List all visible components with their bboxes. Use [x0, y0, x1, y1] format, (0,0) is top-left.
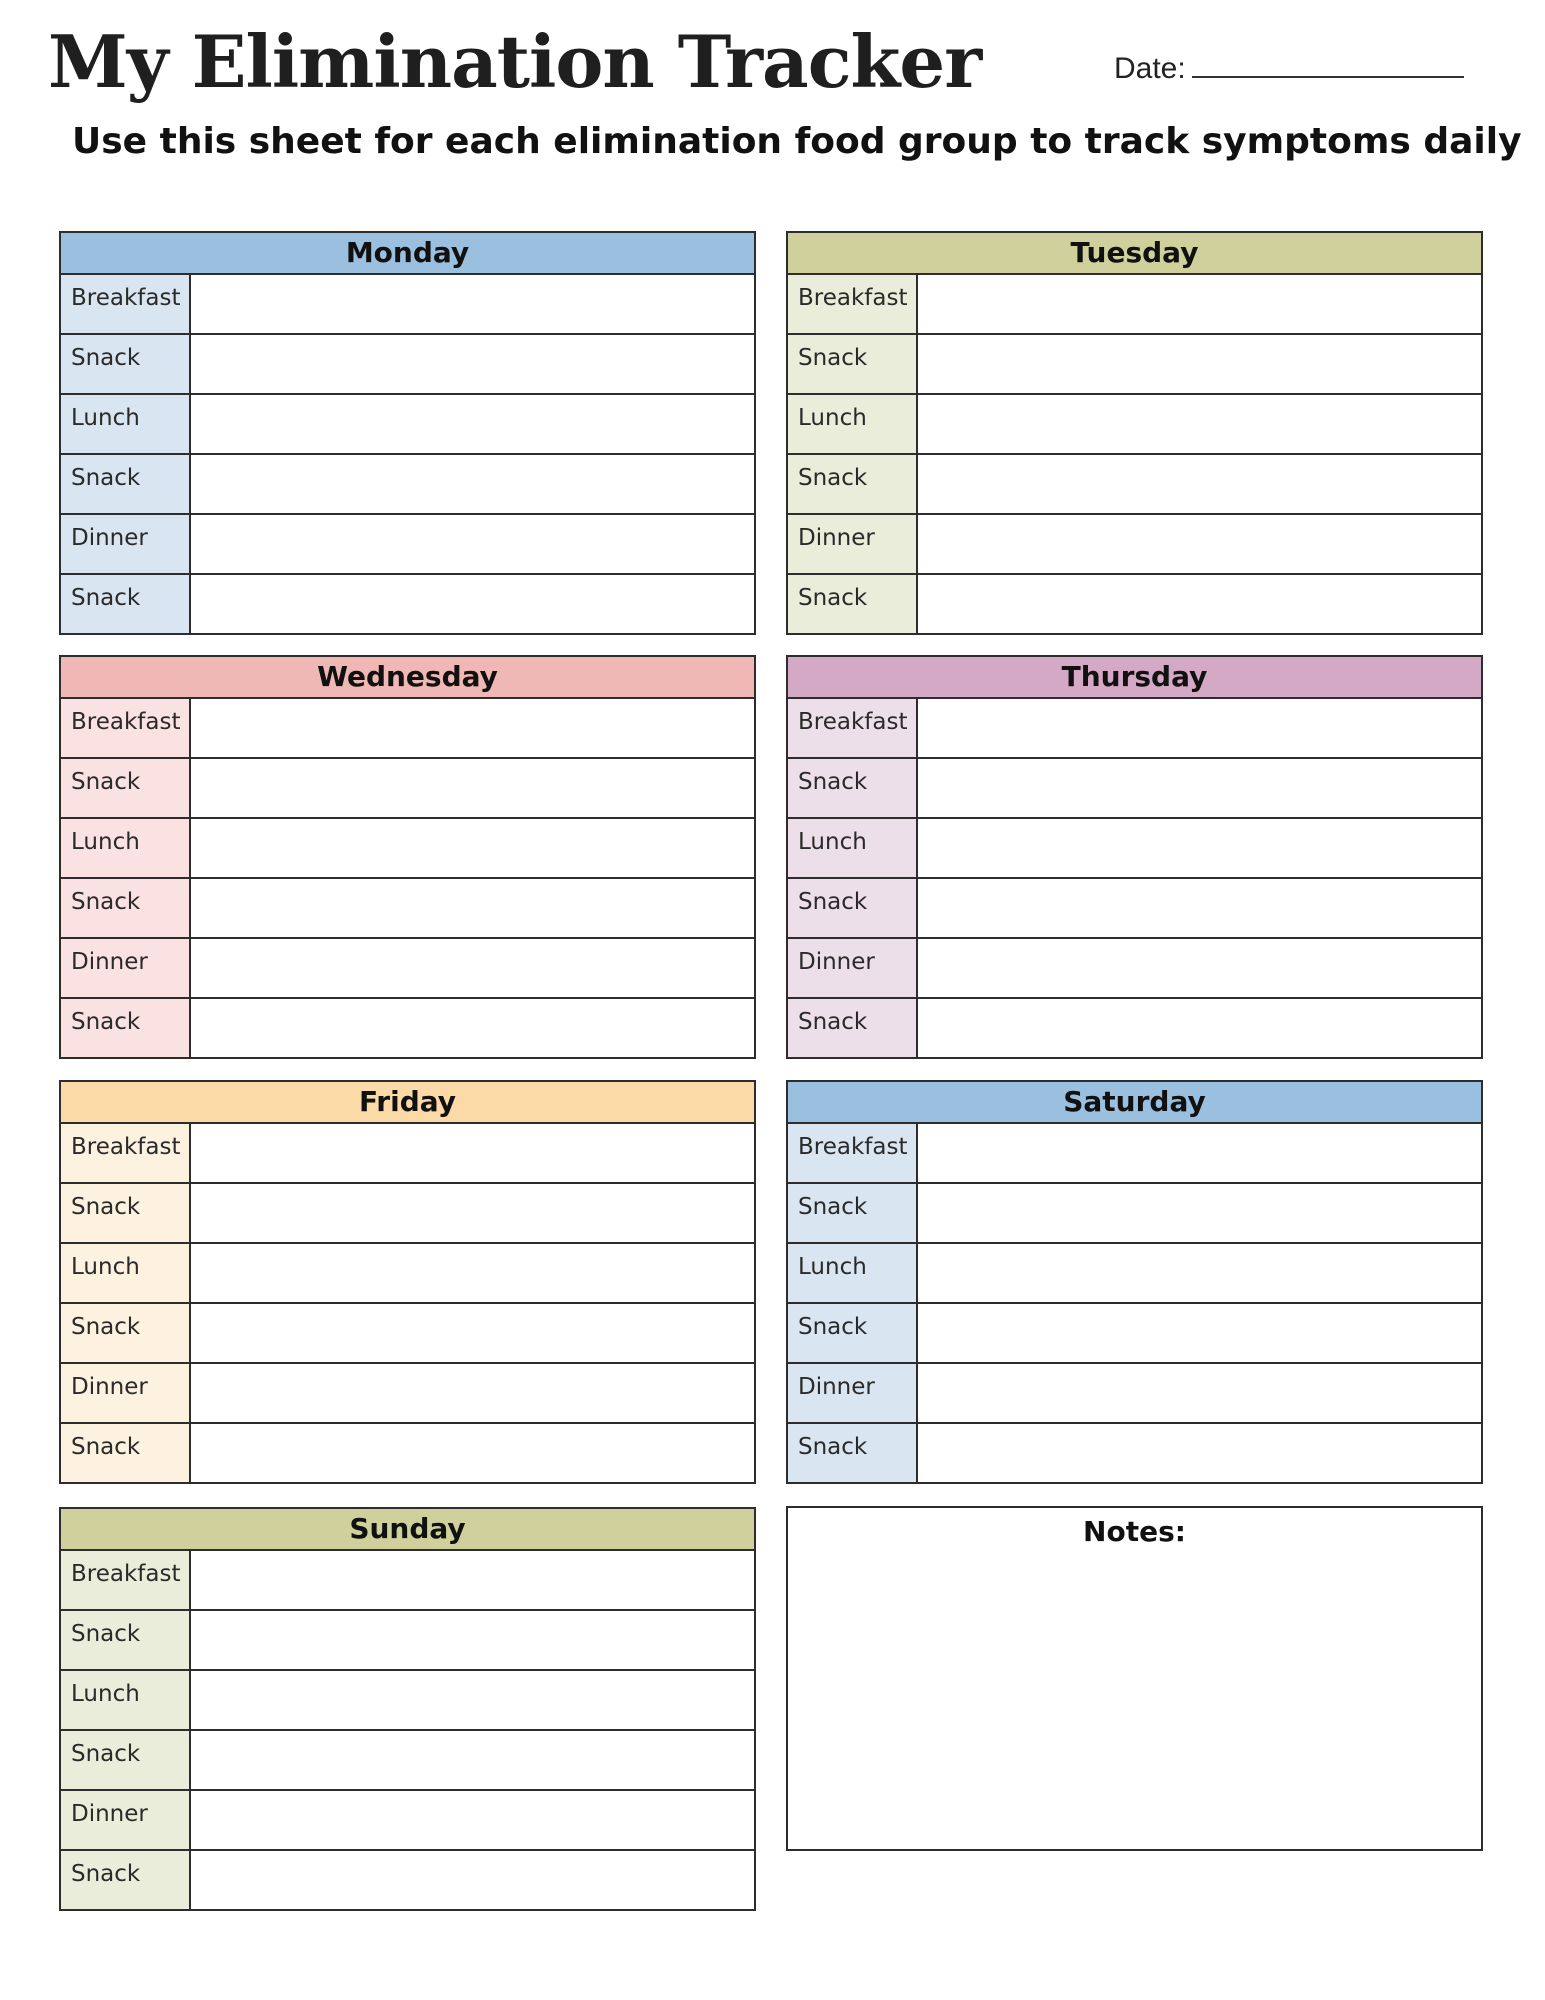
day-card-sunday [59, 1507, 756, 1911]
meal-entry-field[interactable] [918, 1424, 1481, 1482]
meal-label: Snack [788, 335, 918, 393]
meal-label: Snack [61, 1851, 191, 1909]
meal-entry-field[interactable] [191, 275, 754, 333]
meal-row [61, 939, 754, 999]
day-header-friday: Friday [61, 1082, 754, 1124]
meal-label: Breakfast [61, 1124, 191, 1182]
meal-entry-field[interactable] [918, 1184, 1481, 1242]
meal-row [61, 999, 754, 1057]
meal-row [61, 455, 754, 515]
day-header-tuesday: Tuesday [788, 233, 1481, 275]
meal-row [788, 999, 1481, 1057]
meal-entry-field[interactable] [191, 1364, 754, 1422]
meal-entry-field[interactable] [191, 819, 754, 877]
meal-entry-field[interactable] [918, 275, 1481, 333]
meal-entry-field[interactable] [191, 515, 754, 573]
meal-entry-field[interactable] [191, 1244, 754, 1302]
meal-entry-field[interactable] [918, 515, 1481, 573]
notes-entry-area[interactable] [788, 1558, 1481, 1849]
meal-row [61, 1364, 754, 1424]
meal-entry-field[interactable] [191, 335, 754, 393]
meal-label: Lunch [788, 1244, 918, 1302]
meal-row [61, 395, 754, 455]
meal-row [788, 699, 1481, 759]
meal-label: Dinner [61, 1791, 191, 1849]
meal-label: Dinner [61, 1364, 191, 1422]
meal-entry-field[interactable] [191, 395, 754, 453]
meal-entry-field[interactable] [191, 699, 754, 757]
page-title: My Elimination Tracker [48, 19, 982, 104]
meal-label: Snack [788, 575, 918, 633]
meal-row [788, 819, 1481, 879]
meal-entry-field[interactable] [918, 879, 1481, 937]
meal-row [788, 1364, 1481, 1424]
meal-label: Breakfast [788, 275, 918, 333]
meal-label: Snack [61, 575, 191, 633]
meal-entry-field[interactable] [191, 939, 754, 997]
meal-label: Breakfast [788, 1124, 918, 1182]
meal-row [788, 395, 1481, 455]
meal-row [788, 879, 1481, 939]
meal-entry-field[interactable] [918, 939, 1481, 997]
meal-label: Dinner [788, 939, 918, 997]
date-label: Date: [1114, 52, 1186, 85]
day-card-wednesday [59, 655, 756, 1059]
meal-entry-field[interactable] [918, 1244, 1481, 1302]
meal-label: Breakfast [788, 699, 918, 757]
meal-label: Dinner [788, 1364, 918, 1422]
meal-label: Snack [61, 999, 191, 1057]
day-card-tuesday [786, 231, 1483, 635]
meal-label: Snack [61, 1424, 191, 1482]
meal-entry-field[interactable] [191, 1611, 754, 1669]
meal-label: Snack [788, 1184, 918, 1242]
notes-box [786, 1506, 1483, 1851]
meal-entry-field[interactable] [918, 1364, 1481, 1422]
meal-entry-field[interactable] [191, 759, 754, 817]
meal-label: Lunch [61, 1671, 191, 1729]
date-input-line[interactable] [1192, 46, 1464, 78]
meal-label: Snack [61, 455, 191, 513]
meal-label: Lunch [788, 395, 918, 453]
meal-entry-field[interactable] [918, 759, 1481, 817]
meal-label: Snack [788, 759, 918, 817]
notes-title: Notes: [1083, 1515, 1186, 1548]
meal-row [61, 1124, 754, 1184]
meal-entry-field[interactable] [918, 1304, 1481, 1362]
meal-label: Snack [788, 1304, 918, 1362]
meal-label: Dinner [61, 939, 191, 997]
meal-label: Breakfast [61, 699, 191, 757]
meal-label: Snack [61, 1184, 191, 1242]
meal-label: Snack [61, 759, 191, 817]
meal-label: Breakfast [61, 1551, 191, 1609]
meal-row [788, 575, 1481, 633]
meal-row [788, 335, 1481, 395]
meal-row [61, 1671, 754, 1731]
meal-row [61, 879, 754, 939]
meal-label: Snack [61, 879, 191, 937]
day-header-sunday: Sunday [61, 1509, 754, 1551]
meal-entry-field[interactable] [191, 455, 754, 513]
meal-label: Lunch [788, 819, 918, 877]
day-card-monday [59, 231, 756, 635]
meal-entry-field[interactable] [918, 335, 1481, 393]
meal-label: Snack [61, 1611, 191, 1669]
meal-row [788, 455, 1481, 515]
meal-label: Dinner [788, 515, 918, 573]
meal-row [61, 515, 754, 575]
meal-entry-field[interactable] [191, 1424, 754, 1482]
day-card-thursday [786, 655, 1483, 1059]
meal-row [61, 1424, 754, 1482]
meal-entry-field[interactable] [191, 1304, 754, 1362]
day-card-friday [59, 1080, 756, 1484]
meal-row [788, 1244, 1481, 1304]
meal-row [788, 515, 1481, 575]
meal-row [61, 759, 754, 819]
meal-row [61, 1304, 754, 1364]
meal-row [61, 1611, 754, 1671]
meal-entry-field[interactable] [918, 699, 1481, 757]
meal-entry-field[interactable] [191, 1851, 754, 1909]
meal-row [61, 1184, 754, 1244]
meal-label: Snack [61, 1731, 191, 1789]
meal-label: Snack [788, 879, 918, 937]
meal-entry-field[interactable] [918, 455, 1481, 513]
meal-row [788, 1184, 1481, 1244]
date-field [1114, 46, 1464, 89]
day-header-saturday: Saturday [788, 1082, 1481, 1124]
meal-row [61, 1244, 754, 1304]
meal-entry-field[interactable] [918, 819, 1481, 877]
meal-row [61, 1791, 754, 1851]
meal-entry-field[interactable] [191, 1551, 754, 1609]
meal-row [61, 1851, 754, 1909]
meal-row [61, 275, 754, 335]
meal-row [788, 759, 1481, 819]
meal-entry-field[interactable] [191, 1731, 754, 1789]
meal-row [788, 1124, 1481, 1184]
meal-entry-field[interactable] [191, 1124, 754, 1182]
meal-label: Snack [61, 1304, 191, 1362]
meal-entry-field[interactable] [918, 1124, 1481, 1182]
meal-label: Breakfast [61, 275, 191, 333]
meal-entry-field[interactable] [191, 1671, 754, 1729]
meal-label: Snack [788, 999, 918, 1057]
page-subtitle: Use this sheet for each elimination food group to track symptoms daily [72, 121, 1522, 162]
meal-entry-field[interactable] [191, 1791, 754, 1849]
meal-row [61, 819, 754, 879]
day-header-monday: Monday [61, 233, 754, 275]
meal-entry-field[interactable] [918, 575, 1481, 633]
meal-label: Lunch [61, 1244, 191, 1302]
meal-row [61, 1551, 754, 1611]
meal-label: Lunch [61, 395, 191, 453]
meal-row [61, 575, 754, 633]
meal-row [788, 1304, 1481, 1364]
meal-row [61, 335, 754, 395]
meal-entry-field[interactable] [191, 575, 754, 633]
meal-row [788, 939, 1481, 999]
meal-label: Snack [788, 455, 918, 513]
meal-entry-field[interactable] [918, 395, 1481, 453]
meal-row [788, 1424, 1481, 1482]
meal-row [61, 1731, 754, 1791]
meal-row [788, 275, 1481, 335]
day-header-thursday: Thursday [788, 657, 1481, 699]
meal-entry-field[interactable] [191, 999, 754, 1057]
meal-label: Snack [61, 335, 191, 393]
meal-entry-field[interactable] [191, 1184, 754, 1242]
day-header-wednesday: Wednesday [61, 657, 754, 699]
meal-label: Dinner [61, 515, 191, 573]
meal-entry-field[interactable] [191, 879, 754, 937]
meal-label: Lunch [61, 819, 191, 877]
day-card-saturday [786, 1080, 1483, 1484]
meal-label: Snack [788, 1424, 918, 1482]
meal-entry-field[interactable] [918, 999, 1481, 1057]
meal-row [61, 699, 754, 759]
